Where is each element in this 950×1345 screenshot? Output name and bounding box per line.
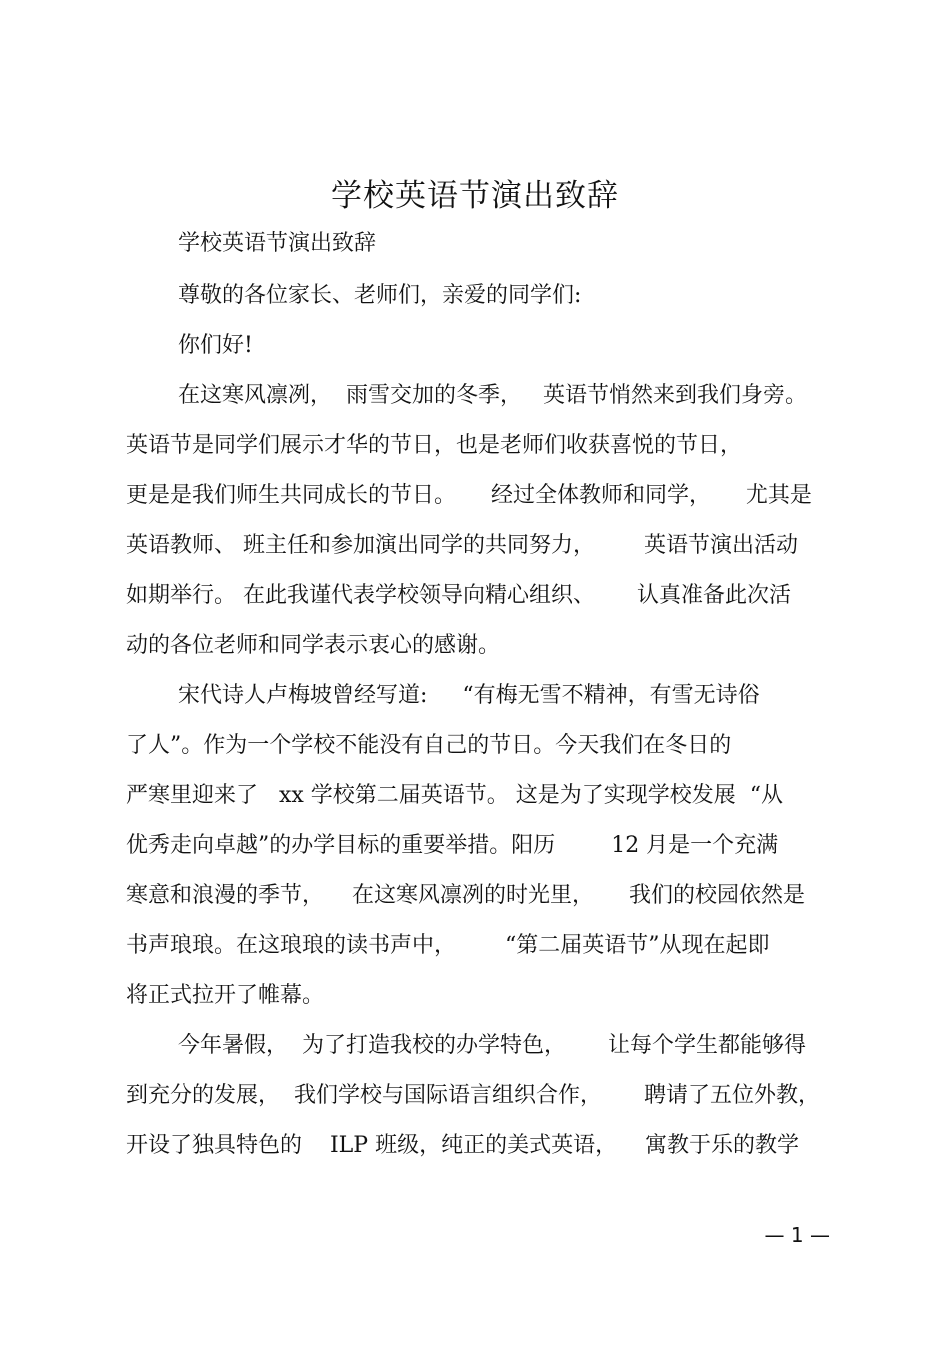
body-line: 开设了独具特色的 ILP 班级，纯正的美式英语， 寓教于乐的教学	[126, 1133, 800, 1158]
greeting-line: 你们好!	[178, 333, 253, 358]
body-line: 寒意和浪漫的季节， 在这寒风凛冽的时光里， 我们的校园依然是	[126, 883, 805, 908]
document-title: 学校英语节演出致辞	[331, 178, 619, 214]
salutation-line: 尊敬的各位家长、老师们，亲爱的同学们:	[178, 283, 582, 308]
body-line: 今年暑假， 为了打造我校的办学特色， 让每个学生都能够得	[178, 1033, 806, 1058]
body-line: 动的各位老师和同学表示衷心的感谢。	[126, 633, 501, 658]
body-line: 更是是我们师生共同成长的节日。 经过全体教师和同学， 尤其是	[126, 483, 812, 508]
page-number: — 1 —	[764, 1223, 830, 1247]
body-line: 了人”。作为一个学校不能没有自己的节日。今天我们在冬日的	[126, 733, 732, 758]
body-line: 到充分的发展， 我们学校与国际语言组织合作， 聘请了五位外教，	[126, 1083, 820, 1108]
body-line: 宋代诗人卢梅坡曾经写道: “有梅无雪不精神，有雪无诗俗	[178, 683, 760, 708]
body-line: 优秀走向卓越”的办学目标的重要举措。阳历 12 月是一个充满	[126, 833, 779, 858]
body-line: 严寒里迎来了 xx 学校第二届英语节。 这是为了实现学校发展 “从	[126, 783, 784, 808]
body-line: 在这寒风凛冽， 雨雪交加的冬季， 英语节悄然来到我们身旁。	[178, 383, 807, 408]
subtitle-line: 学校英语节演出致辞	[178, 231, 377, 256]
body-line: 将正式拉开了帷幕。	[126, 983, 325, 1008]
body-line: 英语教师、 班主任和参加演出同学的共同努力， 英语节演出活动	[126, 533, 798, 558]
body-line: 英语节是同学们展示才华的节日，也是老师们收获喜悦的节日，	[126, 433, 743, 458]
body-line: 书声琅琅。在这琅琅的读书声中， “第二届英语节”从现在起即	[126, 933, 770, 958]
body-line: 如期举行。 在此我谨代表学校领导向精心组织、 认真准备此次活	[126, 583, 791, 608]
